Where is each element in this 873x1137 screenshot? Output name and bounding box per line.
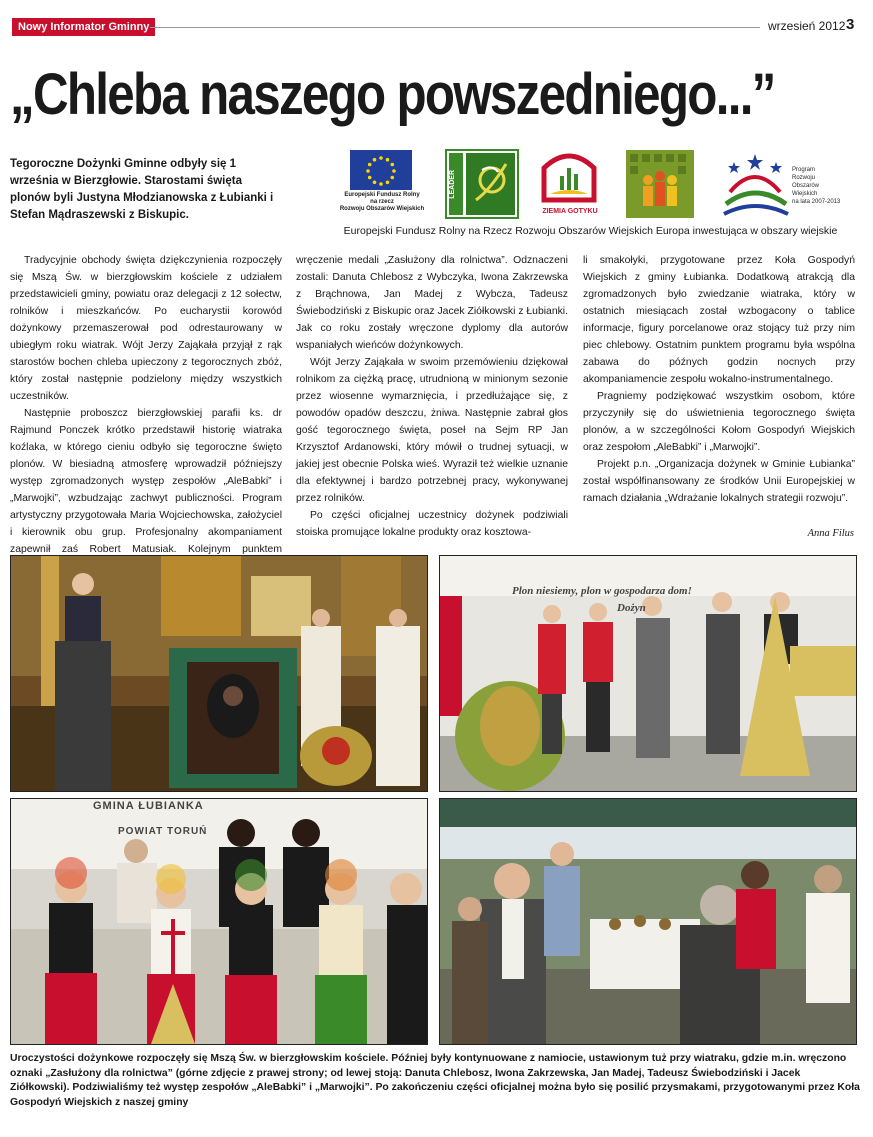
ziemia-gotyku-logo xyxy=(540,150,598,207)
article-column-2 xyxy=(296,252,568,542)
leader-logo-text: LEADER xyxy=(449,170,456,199)
paragraph: Wójt Jerzy Zająkała w swoim przemówieniu dziękował rolnikom za ciężką pracę, utrudnioną w minionym sezonie przez wiosenne wymarznięcia, i przedłużające się, z powodów opadów deszczu, żniwa. Następnie zabrał głos gość tegorocznego święta, poseł na Sejm RP Jan Krzysztof Ardanowski, który mówił o trudnej sytuacji, w jakiej jest obecnie Polska wieś. Wyraził też wielkie uznanie dla efektywnej i bardzo potrzebnej pracy, wykonywanej przez rolników. xyxy=(296,357,568,504)
prow-logo xyxy=(720,152,790,223)
article-author: Anna Filus xyxy=(807,528,854,539)
photo-caption: Uroczystości dożynkowe rozpoczęły się Mszą Św. w bierzgłowskim kościele. Później były kontynuowane z namiocie, ustawionym tuż przy wiatraku, gdzie m.in. wręczono oznaki „Zasłużony dla rolnictwa” (górne zdjęcie z prawej strony; od lewej stoją: Danuta Chlebosz, Iwona Zakrzewska, Jan Madej, Tadeusz Świebodziński i Jacek Ziółkowski). Podziwialiśmy też występ zespołów „AleBabki” i „Marwojki”. Po zakończeniu części oficjalnej można było się posilić przysmakami, przygotowanymi przez Koła Gospodyń Wiejskich z naszej gminy xyxy=(10,1053,860,1108)
paragraph: Pragniemy podziękować wszystkim osobom, które przyczyniły się do uświetnienia tegorocznego święta plonów, a w szczególności Kołom Gospodyń Wiejskich oraz zespołom „AleBabki” i „Marwojki”. xyxy=(583,391,855,453)
paragraph: wręczenie medali „Zasłużony dla rolnictwa”. Odznaczeni zostali: Danuta Chlebosz z Wybczyka, Iwona Zakrzewska z Brąchnowa, Jan Madej z Wybcza, Tadeusz Świebodziński z Biskupic oraz Jacek Ziółkowski z Łubianki. Jak co roku zostały wręczone dyplomy dla autorów wspaniałych wieńców dożynkowych. xyxy=(296,255,568,351)
stage-banner-text: Plon niesiemy, plon w gospodarza dom! xyxy=(512,585,692,597)
ziemia-gotyku-text: ZIEMIA GOTYKU xyxy=(542,208,598,215)
photo-church-mass xyxy=(10,555,428,792)
paragraph: Tradycyjnie obchody święta dziękczynienia rozpoczęły się Mszą Św. w bierzgłowskim kościele z udziałem przedstawicieli gminy, powiatu oraz delegacji z 12 sołectw, rolników i mieszkańców. Po eucharystii korowód dożynkowy przemaszerował pod odrestaurowany w ubiegłym roku wiatrak. Wójt Jerzy Zająkała przyjął z rąk starostów bochen chleba upieczony z tegorocznych zbóż, który został następnie podzielony między wszystkich uczestników. xyxy=(10,255,282,402)
paragraph: Po części oficjalnej uczestnicy dożynek podziwiali stoiska promujące lokalne produkty oraz kosztowa- xyxy=(296,510,568,538)
section-tag: Nowy Informator Gminny xyxy=(12,18,155,36)
header-rule xyxy=(150,27,760,28)
paragraph: Następnie proboszcz bierzgłowskiej parafii ks. dr Rajmund Ponczek krótko przedstawił historię wiatraka koźlaka, w którego cieniu odbyło się tegoroczne święto plonów. W biesiadną atmosferę wprowadził późniejszy występ zgromadzonych występ zespołów „AleBabki” i „Marwojki”, wzbudzając zachwyt publiczności. Program artystyczny przygotowała Maria Wojciechowska, założyciel i kierownik obu grup. Profesjonalny akompaniament zapewnił zaś Robert Matusiak. Kolejnym punktem xyxy=(10,408,282,555)
eu-logo-text: Europejski Fundusz Rolny na rzecz Rozwoju Obszarów Wiejskich xyxy=(339,192,425,212)
issue-date: wrzesień 2012 xyxy=(768,19,846,33)
photo-folk-group xyxy=(10,798,428,1045)
article-column-3 xyxy=(583,252,855,522)
stage-banner-text-2: Dożyn xyxy=(617,602,646,614)
page-number: 3 xyxy=(846,16,855,33)
sign-powiat: POWIAT TORUŃ xyxy=(118,826,208,837)
prow-logo-text: Program Rozwoju Obszarów Wiejskich na lata 2007-2013 xyxy=(792,167,841,205)
sign-gmina: GMINA ŁUBIANKA xyxy=(93,800,204,812)
lgd-logo xyxy=(626,150,694,223)
article-column-1 xyxy=(10,252,282,555)
paragraph: Projekt p.n. „Organizacja dożynek w Gminie Łubianka” został współfinansowany ze środków Unii Europejskiej w ramach działania „Wdrażanie lokalnych strategii rozwoju”. xyxy=(583,459,855,504)
article-lead: Tegoroczne Dożynki Gminne odbyły się 1 września w Bierzgłowie. Starostami święta plonów byli Justyna Młodzianowska z Łubianki i Stefan Mądraszewski z Biskupic. xyxy=(10,158,274,221)
article-title: „Chleba naszego powszedniego...” xyxy=(10,62,775,127)
eu-flag-logo xyxy=(350,150,414,195)
photo-tasting xyxy=(439,798,857,1045)
paragraph: li smakołyki, przygotowane przez Koła Gospodyń Wiejskich z gminy Łubianka. Dodatkową atrakcją dla zgromadzonych było zwiedzanie wiatraka, który w ostatnich miesiącach został wzbogacony o tablice informacje, figury porcelanowe oraz stojący tuż przy nim piec chlebowy. Ostatnim punktem programu była wspólna zabawa do późnych godzin nocnych przy akompaniamencie zespołu wokalno-instrumentalnego. xyxy=(583,255,855,385)
logos-caption: Europejski Fundusz Rolny na Rzecz Rozwoju Obszarów Wiejskich Europa inwestująca w obszary wiejskie xyxy=(343,225,838,237)
